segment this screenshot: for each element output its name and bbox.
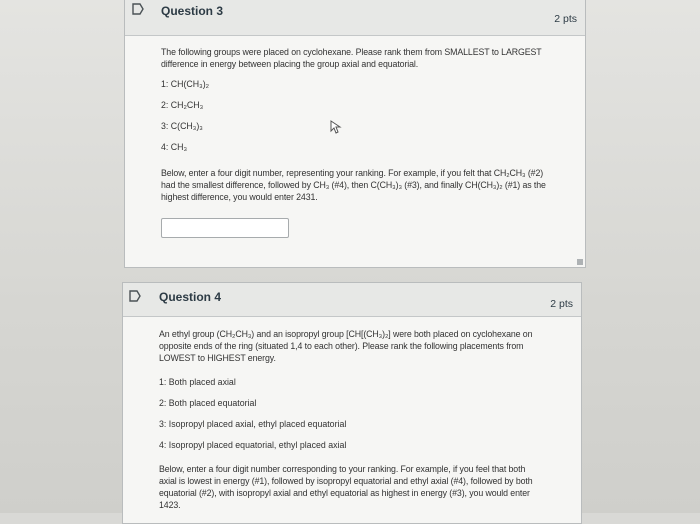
question-3-instruction-line-1: Below, enter a four digit number, representing your ranking. For example, if you felt that CH₂CH₃ (#2) [161,168,544,178]
question-4-points: 2 pts [550,298,573,310]
question-4-title: Question 4 [159,290,222,304]
question-3-option-3: 3: C(CH₃)₃ [161,121,203,131]
question-4-option-3: 3: Isopropyl placed axial, ethyl placed equatorial [159,419,347,429]
question-3-card [124,0,586,268]
question-4-option-2: 2: Both placed equatorial [159,398,257,408]
question-3-answer-input[interactable] [161,218,289,238]
question-4-prompt-line-1: An ethyl group (CH₂CH₃) and an isopropyl group [CH[(CH₃)₂] were both placed on cyclohexane on [159,329,533,339]
question-4-instruction-line-2: axial is lowest in energy (#1), followed by isopropyl equatorial and ethyl axial (#4), followed by both [159,476,533,486]
question-3-instruction-line-2: had the smallest difference, followed by CH₃ (#4), then C(CH₃)₃ (#3), and finally CH(CH₃)₂ (#1) as the [161,180,546,190]
question-4-instruction-line-1: Below, enter a four digit number corresponding to your ranking. For example, if you feel that both [159,464,526,474]
question-4-option-4: 4: Isopropyl placed equatorial, ethyl placed axial [159,440,347,450]
question-3-prompt-line-1: The following groups were placed on cyclohexane. Please rank them from SMALLEST to LARGEST [161,47,542,57]
question-3-instruction-line-3: highest difference, you would enter 2431. [161,192,318,202]
question-3-prompt-line-2: difference in energy between placing the group axial and equatorial. [161,59,419,69]
question-3-header [125,0,585,36]
resize-handle[interactable] [577,259,583,265]
question-4-prompt-line-2: opposite ends of the ring (situated 1,4 to each other). Please rank the following placements from [159,341,524,351]
question-4-card [122,282,582,524]
question-3-option-4: 4: CH₃ [161,142,188,152]
question-4-option-1: 1: Both placed axial [159,377,236,387]
flag-outline-icon[interactable] [131,3,145,15]
question-3-option-2: 2: CH₂CH₃ [161,100,204,110]
mouse-pointer-icon [330,120,342,134]
question-4-prompt-line-3: LOWEST to HIGHEST energy. [159,353,276,363]
question-4-header [123,283,581,317]
flag-outline-icon[interactable] [128,290,142,302]
question-3-points: 2 pts [554,13,577,25]
question-4-instruction-line-4: 1423. [159,500,181,510]
question-4-instruction-line-3: equatorial (#2), with isopropyl axial and ethyl equatorial as highest in energy (#3), you would enter [159,488,530,498]
question-3-option-1: 1: CH(CH₃)₂ [161,79,210,89]
question-3-title: Question 3 [161,4,224,18]
